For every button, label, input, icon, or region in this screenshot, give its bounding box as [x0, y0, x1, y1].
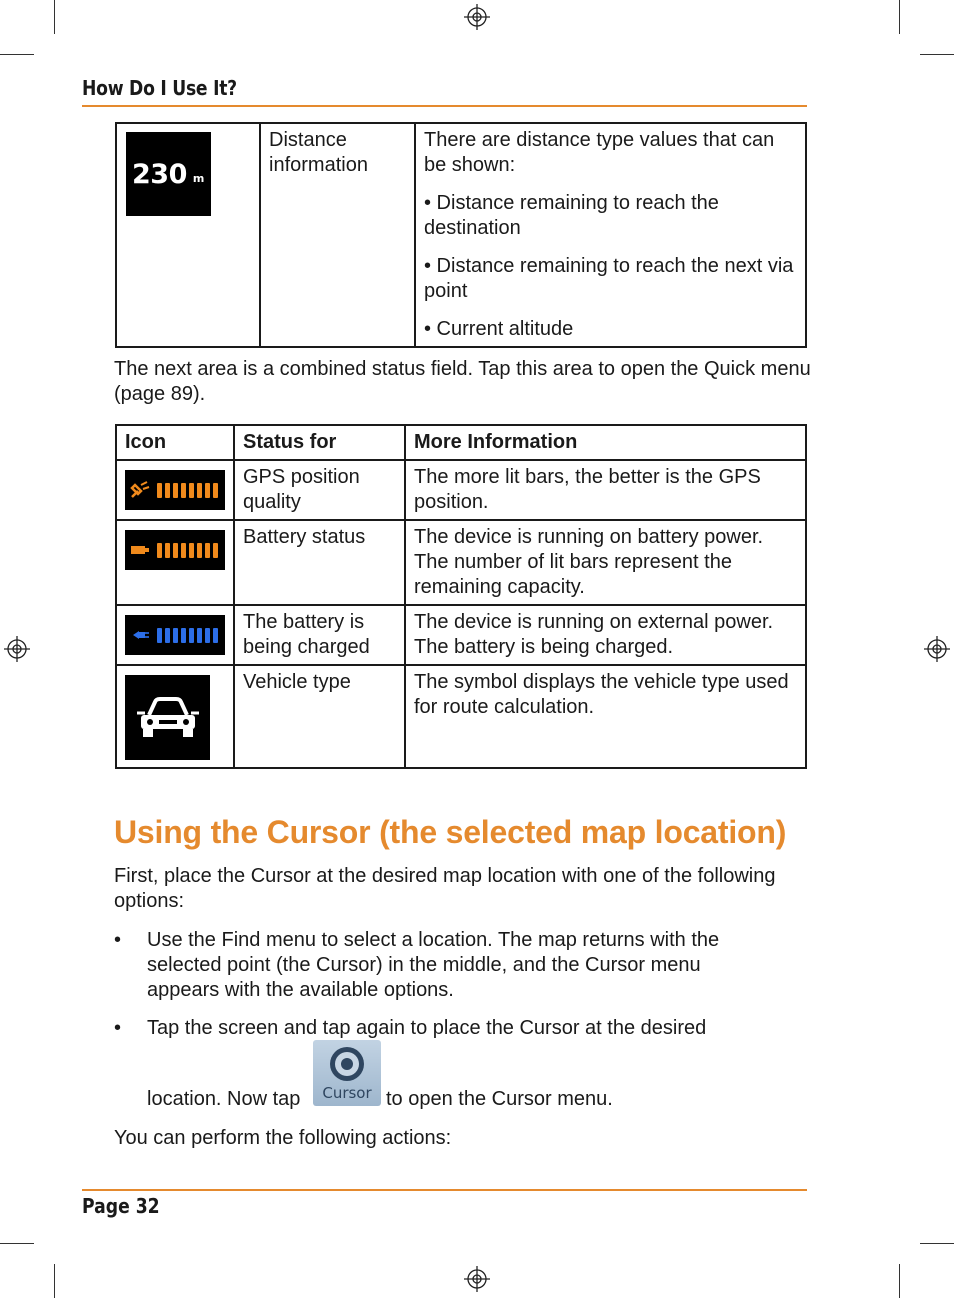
battery-bars-icon	[125, 530, 225, 570]
crop-mark	[920, 1243, 954, 1244]
status-cell: Vehicle type	[234, 665, 405, 768]
crop-mark	[0, 54, 34, 55]
distance-display-icon	[126, 132, 211, 216]
section-heading: Using the Cursor (the selected map location)	[114, 814, 787, 850]
info-intro: There are distance type values that can be shown:	[424, 129, 775, 176]
distance-info-table	[115, 122, 807, 348]
registration-mark-icon	[4, 636, 30, 662]
info-cell: The symbol displays the vehicle type used for route calculation.	[405, 665, 806, 768]
column-header-status: Status for	[234, 425, 405, 460]
info-cell	[415, 123, 806, 347]
running-header: How Do I Use It?	[82, 76, 237, 100]
crop-mark	[0, 1243, 34, 1244]
icon-cell	[116, 605, 234, 665]
bullet-text: Tap the screen and tap again to place the Cursor at the desired	[147, 1017, 707, 1039]
page-number: Page 32	[82, 1194, 160, 1218]
list-item	[114, 1016, 814, 1116]
battery-icon	[129, 543, 151, 557]
registration-mark-icon	[924, 636, 950, 662]
registration-mark-icon	[464, 1266, 490, 1292]
satellite-icon	[129, 479, 151, 501]
list-item: • Distance remaining to reach the next via point	[424, 255, 794, 302]
crop-mark	[920, 54, 954, 55]
footer-rule	[82, 1189, 807, 1191]
table-row	[116, 123, 806, 347]
crop-mark	[899, 1264, 900, 1298]
distance-unit: m	[192, 171, 205, 185]
plug-icon	[129, 628, 151, 642]
table-row	[116, 605, 806, 665]
status-cell: Battery status	[234, 520, 405, 605]
car-icon	[125, 675, 210, 760]
target-icon	[313, 1042, 381, 1086]
bullet-marker: •	[114, 1017, 122, 1039]
closing-paragraph: You can perform the following actions:	[114, 1127, 452, 1149]
table-row	[116, 460, 806, 520]
header-rule	[82, 105, 807, 107]
battery-charging-bars-icon	[125, 615, 225, 655]
cursor-button[interactable]	[313, 1040, 381, 1106]
bullet-text: location. Now tap	[147, 1088, 301, 1110]
table-header-row	[116, 425, 806, 460]
gps-signal-bars-icon	[125, 470, 225, 510]
list-item	[114, 928, 814, 1008]
icon-cell	[116, 460, 234, 520]
status-cell: Distance information	[260, 123, 415, 347]
info-cell: The device is running on external power. The battery is being charged.	[405, 605, 806, 665]
bullet-text: to open the Cursor menu.	[386, 1088, 613, 1110]
section-intro: First, place the Cursor at the desired map location with one of the following options:	[114, 865, 776, 912]
crop-mark	[899, 0, 900, 34]
info-cell: The more lit bars, the better is the GPS position.	[405, 460, 806, 520]
icon-cell	[116, 520, 234, 605]
icon-cell	[116, 665, 234, 768]
distance-value: 230	[132, 158, 187, 190]
status-icons-table	[115, 424, 807, 769]
bullet-marker: •	[114, 929, 122, 951]
table-row	[116, 665, 806, 768]
list-item: • Current altitude	[424, 318, 574, 340]
icon-cell	[116, 123, 260, 347]
status-cell: The battery is being charged	[234, 605, 405, 665]
crop-mark	[54, 0, 55, 34]
column-header-icon: Icon	[116, 425, 234, 460]
combined-status-paragraph: The next area is a combined status field. Tap this area to open the Quick menu (page 89).	[114, 358, 811, 405]
column-header-info: More Information	[405, 425, 806, 460]
status-cell: GPS position quality	[234, 460, 405, 520]
bullet-text: Use the Find menu to select a location. The map returns with the selected point (the Cursor) in the middle, and the Cursor menu appears with the available options.	[147, 929, 720, 1001]
cursor-button-label: Cursor	[322, 1084, 372, 1102]
info-cell: The device is running on battery power. The number of lit bars represent the remaining capacity.	[405, 520, 806, 605]
table-row	[116, 520, 806, 605]
list-item: • Distance remaining to reach the destination	[424, 192, 719, 239]
crop-mark	[54, 1264, 55, 1298]
registration-mark-icon	[464, 4, 490, 30]
